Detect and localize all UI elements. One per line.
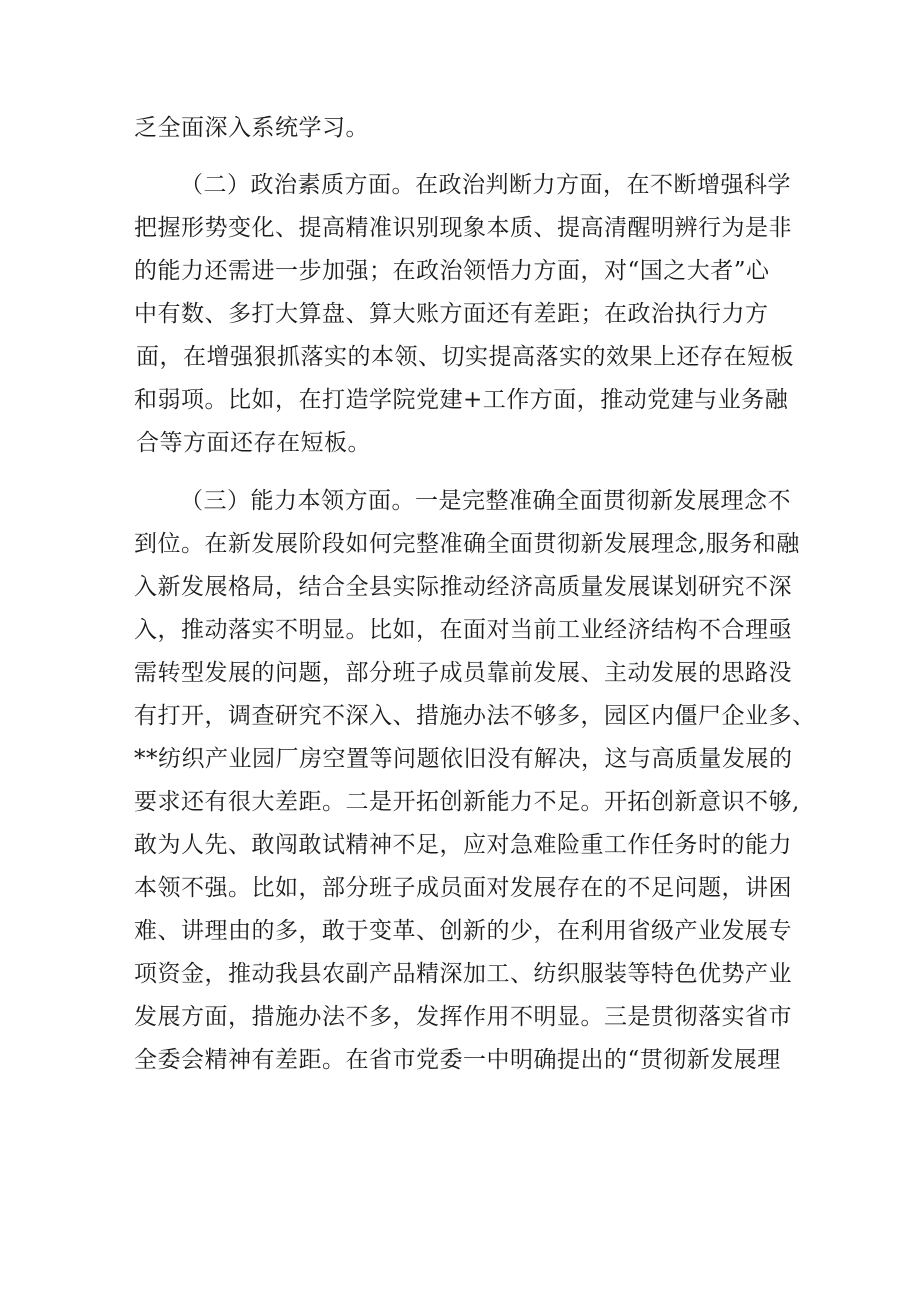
text-line: 全委会精神有差距。在省市党委一中明确提出的“贯彻新发展理	[134, 1047, 781, 1073]
text-line: **纺织产业园厂房空置等问题依旧没有解决，这与高质量发展的	[134, 746, 793, 772]
text-line: 入，推动落实不明显。比如，在面对当前工业经济结构不合理亟	[134, 617, 792, 643]
text-line: 项资金，推动我县农副产品精深加工、纺织服装等特色优势产业	[134, 961, 792, 987]
text-line: 乏全面深入系统学习。	[134, 115, 369, 141]
section-heading-line: （二）政治素质方面。在政治判断力方面，在不断增强科学	[180, 172, 791, 198]
text-line: 难、讲理由的多，敢于变革、创新的少，在利用省级产业发展专	[134, 918, 792, 944]
text-line: 本领不强。比如，部分班子成员面对发展存在的不足问题，讲困	[134, 875, 792, 901]
text-line: 把握形势变化、提高精准识别现象本质、提高清醒明辨行为是非	[134, 215, 792, 241]
text-line: 需转型发展的问题，部分班子成员靠前发展、主动发展的思路没	[134, 660, 792, 686]
section-heading-line: （三）能力本领方面。一是完整准确全面贯彻新发展理念不	[180, 488, 791, 514]
text-line: 中有数、多打大算盘、算大账方面还有差距；在政治执行力方	[134, 301, 769, 327]
text-line: 有打开，调查研究不深入、措施办法不够多，园区内僵尸企业多、	[134, 703, 816, 729]
text-line: 到位。在新发展阶段如何完整准确全面贯彻新发展理念,服务和融	[134, 531, 800, 557]
text-line: 敢为人先、敢闯敢试精神不足，应对急难险重工作任务时的能力	[134, 832, 792, 858]
text-line: 入新发展格局，结合全县实际推动经济高质量发展谋划研究不深	[134, 574, 792, 600]
text-line: 的能力还需进一步加强；在政治领悟力方面，对“国之大者”心	[134, 258, 770, 284]
text-line: 合等方面还存在短板。	[136, 430, 371, 456]
text-line: 要求还有很大差距。二是开拓创新能力不足。开拓创新意识不够,	[134, 789, 800, 815]
text-line: 面，在增强狠抓落实的本领、切实提高落实的效果上还存在短板	[136, 344, 794, 370]
text-line: 和弱项。比如，在打造学院党建+工作方面，推动党建与业务融	[134, 387, 789, 413]
text-line: 发展方面，措施办法不多，发挥作用不明显。三是贯彻落实省市	[134, 1004, 792, 1030]
